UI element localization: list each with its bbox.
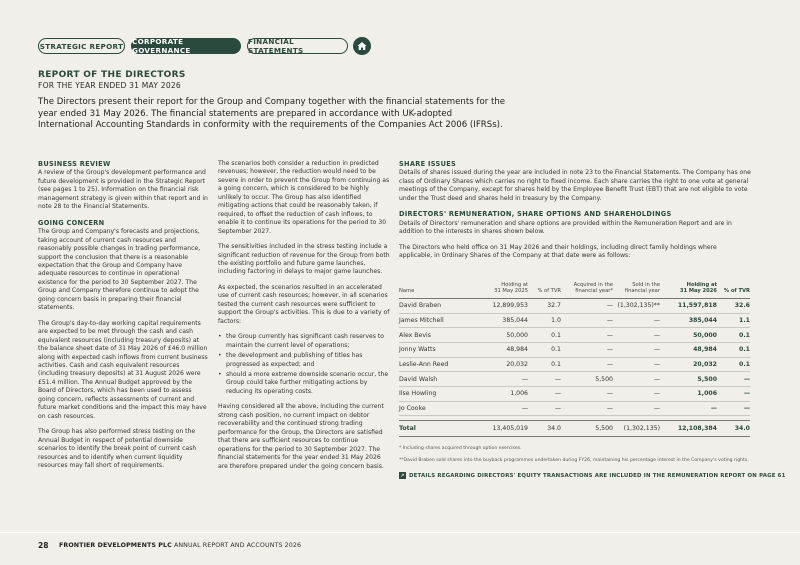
- value-cell: 5,500: [660, 372, 717, 387]
- column-header: Holding at 31 May 2026: [660, 282, 717, 298]
- factors-list: [218, 333, 390, 396]
- table-header-row: [399, 282, 750, 298]
- director-name-cell: Jo Cooke: [399, 401, 471, 416]
- value-cell: —: [471, 372, 528, 387]
- col2-paragraph-4: Having considered all the above, including the current strong cash position, no current impact on debtor recoverability and the continued strong trading performance for the Group, the Directors are satisfied that there are sufficient resources to continue operations for the period to 30 September 2027. The financial statements for the year ended 31 May 2026 are therefore prepared under the going concern basis.: [218, 403, 384, 470]
- value-cell: —: [471, 401, 528, 416]
- column-header: % of TVR: [528, 282, 561, 298]
- value-cell: 1.0: [528, 313, 561, 328]
- table-row: [399, 342, 750, 357]
- value-cell: 0.1: [528, 328, 561, 343]
- value-cell: 0.1: [528, 357, 561, 372]
- nav-strategic-report[interactable]: STRATEGIC REPORT: [38, 38, 125, 54]
- table-row: [399, 313, 750, 328]
- value-cell: —: [613, 386, 660, 401]
- intro-paragraph: The Directors present their report for the Group and Company together with the financial statements for the year ended 31 May 2026. The financial statements are prepared in accordance with UK-adopted International Accounting Standards in conformity with the requirements of the Companies Act 2006 (IFRSs).: [38, 97, 506, 131]
- value-cell: 0.1: [528, 342, 561, 357]
- going-concern-heading: GOING CONCERN: [38, 218, 105, 227]
- value-cell: —: [613, 372, 660, 387]
- value-cell: 0.1: [717, 342, 750, 357]
- page-title: REPORT OF THE DIRECTORS: [38, 70, 186, 80]
- total-value-cell: 5,500: [561, 421, 613, 437]
- value-cell: —: [717, 386, 750, 401]
- value-cell: 1.1: [717, 313, 750, 328]
- footer-text: [59, 542, 301, 549]
- footer-divider: [0, 532, 800, 533]
- value-cell: —: [613, 328, 660, 343]
- column-header: Holding at 31 May 2025: [471, 282, 528, 298]
- value-cell: —: [561, 357, 613, 372]
- page-number: 28: [38, 541, 49, 550]
- value-cell: 20,032: [660, 357, 717, 372]
- table-row: [399, 372, 750, 387]
- value-cell: 20,032: [471, 357, 528, 372]
- value-cell: 385,044: [660, 313, 717, 328]
- footer-company: FRONTIER DEVELOPMENTS PLC: [59, 542, 172, 549]
- table-total-row: [399, 421, 750, 437]
- value-cell: 385,044: [471, 313, 528, 328]
- remuneration-link-text: DETAILS REGARDING DIRECTORS' EQUITY TRANSACTIONS ARE INCLUDED IN THE REMUNERATION REPORT ON PAGE 61: [409, 472, 786, 479]
- director-name-cell: David Walsh: [399, 372, 471, 387]
- going-concern-text-3: The Group has also performed stress testing on the Annual Budget in respect of potential downside scenarios to identify the break point of current cash resources and to identify when current liquidity resources may fall short of requirements.: [38, 428, 197, 469]
- footnote-2: **David Braben sold shares into the buyback programmes undertaken during FY26, maintaining his percentage interest in the Company's voting rights.: [399, 458, 749, 463]
- share-issues-heading: SHARE ISSUES: [399, 160, 457, 168]
- page-subtitle: FOR THE YEAR ENDED 31 MAY 2026: [38, 81, 181, 90]
- list-item: • the Group currently has significant cash reserves to maintain the current level of operations;: [218, 333, 390, 350]
- value-cell: 5,500: [561, 372, 613, 387]
- value-cell: 50,000: [660, 328, 717, 343]
- nav-corporate-governance[interactable]: CORPORATE GOVERNANCE: [131, 38, 241, 54]
- value-cell: —: [613, 313, 660, 328]
- list-item: • the development and publishing of titles has progressed as expected; and: [218, 352, 390, 369]
- value-cell: —: [528, 372, 561, 387]
- value-cell: —: [561, 386, 613, 401]
- director-name-cell: Ilse Howling: [399, 386, 471, 401]
- table-row: [399, 328, 750, 343]
- business-review-text: A review of the Group's development performance and future development is provided in the Strategic Report (see pages 1 to 25). Information on the financial risk management strategy is given within that report and in note 28 to the Financial Statements.: [38, 169, 208, 211]
- total-value-cell: (1,302,135): [613, 421, 660, 437]
- director-name-cell: Leslie-Ann Reed: [399, 357, 471, 372]
- remuneration-heading: DIRECTORS' REMUNERATION, SHARE OPTIONS AND SHAREHOLDINGS: [399, 210, 672, 219]
- column-1: [38, 160, 208, 477]
- value-cell: 50,000: [471, 328, 528, 343]
- value-cell: —: [561, 342, 613, 357]
- column-2: [218, 160, 390, 478]
- value-cell: —: [561, 313, 613, 328]
- total-value-cell: 34.0: [717, 421, 750, 437]
- value-cell: 48,984: [660, 342, 717, 357]
- value-cell: —: [528, 386, 561, 401]
- value-cell: 32.7: [528, 298, 561, 313]
- table-row: [399, 357, 750, 372]
- total-value-cell: 34.0: [528, 421, 561, 437]
- value-cell: —: [613, 342, 660, 357]
- value-cell: 0.1: [717, 357, 750, 372]
- column-3: [399, 160, 751, 268]
- director-name-cell: Jonny Watts: [399, 342, 471, 357]
- share-issues-text: Details of shares issued during the year are included in note 23 to the Financial Statements. The Company has one class of Ordinary Shares which carries no right to fixed income. Each share carries the right to one vote at general meetings of the Company, except for shares held by the Employee Benefit Trust (EBT) that are not eligible to vote under the Trust deed and shares held in treasury by the Company.: [399, 169, 751, 202]
- col2-paragraph-2: The sensitivities included in the stress testing include a significant reduction of revenue for the Group from both the existing portfolio and future game launches, including factoring in delays to major game launches.: [218, 243, 390, 276]
- director-name-cell: Alex Bevis: [399, 328, 471, 343]
- external-link-icon: ↗: [400, 472, 405, 479]
- table-row: [399, 298, 750, 313]
- value-cell: 48,984: [471, 342, 528, 357]
- column-header: Name: [399, 282, 471, 298]
- value-cell: —: [561, 328, 613, 343]
- list-item: • should a more extreme downside scenario occur, the Group could take further mitigating actions by reducing its operating costs.: [218, 371, 390, 396]
- value-cell: —: [717, 401, 750, 416]
- value-cell: —: [717, 372, 750, 387]
- value-cell: —: [660, 401, 717, 416]
- value-cell: —: [613, 401, 660, 416]
- going-concern-text-1: The Group and Company's forecasts and projections, taking account of current cash resources and reasonably possible changes in trading performance, support the conclusion that there is a reasonable expectation that the Group and Company have adequate resources to continue in operational existence for the period to 30 September 2027. The Group and Company therefore continue to adopt the going concern basis in preparing their financial statements.: [38, 228, 201, 312]
- value-cell: 0.1: [717, 328, 750, 343]
- col2-paragraph-3: As expected, the scenarios resulted in an accelerated use of current cash resources; however, in all scenarios tested the current cash resources were sufficient to support the Group's activities. This is due to a variety of factors:: [218, 283, 390, 325]
- total-value-cell: 12,108,384: [660, 421, 717, 437]
- column-header: Sold in the financial year: [613, 282, 660, 298]
- value-cell: —: [561, 401, 613, 416]
- remuneration-report-link[interactable]: [399, 472, 786, 479]
- value-cell: —: [528, 401, 561, 416]
- home-icon: [357, 41, 367, 51]
- holdings-intro: The Directors who held office on 31 May 2026 and their holdings, including direct family holdings where applicable, in Ordinary Shares of the Company at that date were as follows:: [399, 243, 717, 260]
- value-cell: —: [613, 357, 660, 372]
- total-label-cell: Total: [399, 421, 471, 437]
- value-cell: —: [561, 298, 613, 313]
- value-cell: 11,597,818: [660, 298, 717, 313]
- total-value-cell: 13,405,019: [471, 421, 528, 437]
- footnote-1: * Including shares acquired through option exercises.: [399, 446, 522, 451]
- column-header: Acquired in the financial year*: [561, 282, 613, 298]
- value-cell: 32.6: [717, 298, 750, 313]
- value-cell: 1,006: [471, 386, 528, 401]
- going-concern-text-2: The Group's day-to-day working capital requirements are expected to be met through the cash and cash equivalent resources (including treasury deposits) at the balance sheet date of 31 May 2026 of £46.0 million along with expected cash inflows from current business activities. Cash and cash equivalent resources (including treasury deposits) at 31 August 2026 were £51.4 million. The Annual Budget approved by the Board of Directors, which has been used to assess going concern, reflects assessments of current and future market conditions and the impact this may have on cash resources.: [38, 319, 208, 420]
- column-header: % of TVR: [717, 282, 750, 298]
- home-button[interactable]: [353, 37, 371, 55]
- table-row: [399, 386, 750, 401]
- table-row: [399, 401, 750, 416]
- col2-paragraph-1: The scenarios both consider a reduction in predicted revenues; however, the reduction would need to be severe in order to prevent the Group from continuing as a going concern, which is considered to be highly unlikely to occur. The Group has also identified mitigating actions that could be reasonably taken, if required, to offset the reduction of cash inflows, to enable it to continue its operations for the period to 30 September 2027.: [218, 160, 390, 235]
- value-cell: 12,899,953: [471, 298, 528, 313]
- remuneration-text: Details of Directors' remuneration and share options are provided within the Remuneration Report and are in addition to the interests in shares shown below.: [399, 219, 732, 236]
- value-cell: 1,006: [660, 386, 717, 401]
- director-name-cell: David Braben: [399, 298, 471, 313]
- directors-holdings-table: [399, 282, 750, 437]
- director-name-cell: James Mitchell: [399, 313, 471, 328]
- business-review-heading: BUSINESS REVIEW: [38, 160, 111, 168]
- value-cell: (1,302,135)**: [613, 298, 660, 313]
- nav-financial-statements[interactable]: FINANCIAL STATEMENTS: [247, 38, 348, 54]
- footer-doc: ANNUAL REPORT AND ACCOUNTS 2026: [173, 542, 302, 549]
